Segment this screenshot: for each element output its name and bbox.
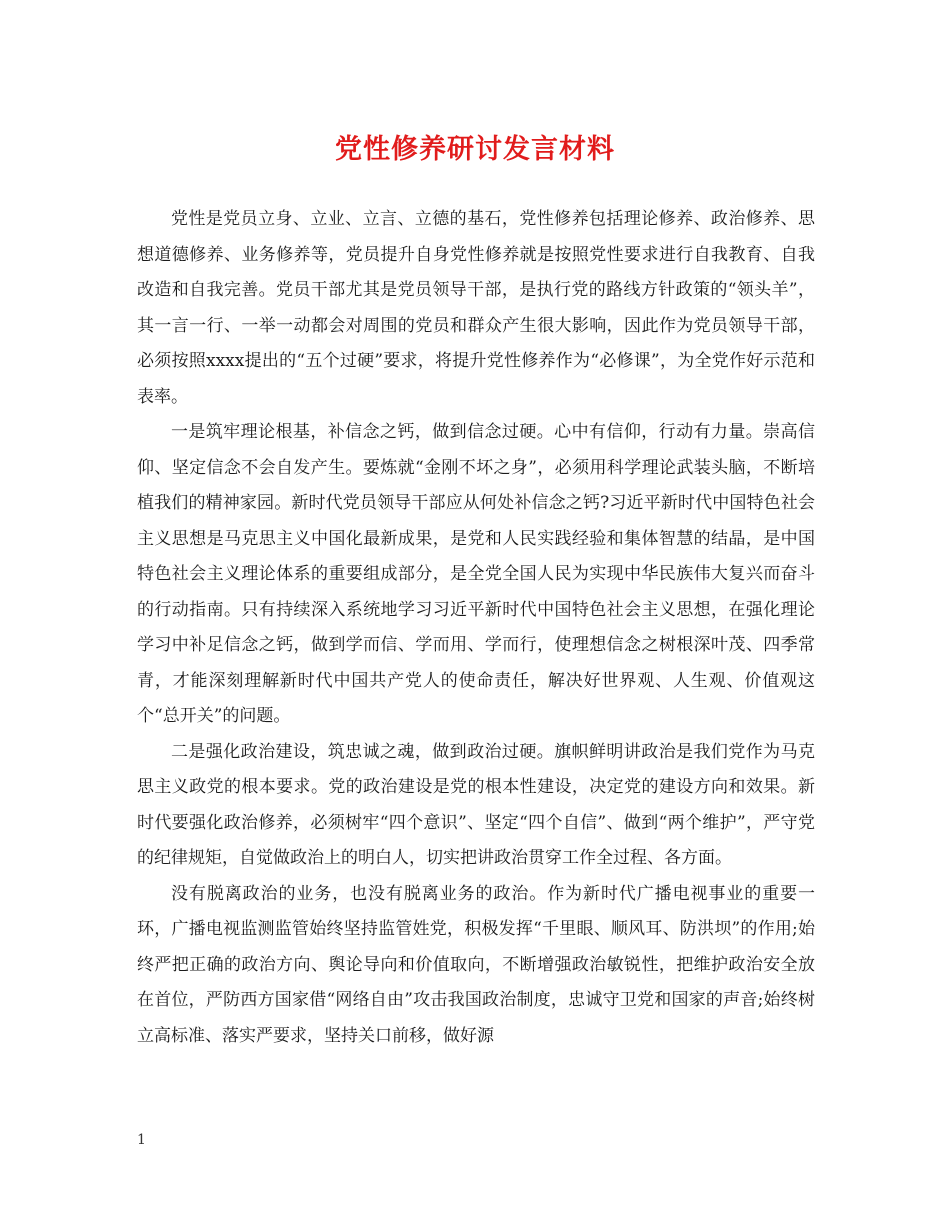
page-number: 1 — [137, 1132, 146, 1148]
paragraph-point-one: 一是筑牢理论根基，补信念之钙，做到信念过硬。心中有信仰，行动有力量。崇高信仰、坚定信念不会自发产生。要炼就“金刚不坏之身”，必须用科学理论武装头脑，不断培植我们的精神家园。新时代党员领导干部应从何处补信念之钙?习近平新时代中国特色社会主义思想是马克思主义中国化最新成果，是党和人民实践经验和集体智慧的结晶，是中国特色社会主义理论体系的重要组成部分，是全党全国人民为实现中华民族伟大复兴而奋斗的行动指南。只有持续深入系统地学习习近平新时代中国特色社会主义思想，在强化理论学习中补足信念之钙，做到学而信、学而用、学而行，使理想信念之树根深叶茂、四季常青，才能深刻理解新时代中国共产党人的使命责任，解决好世界观、人生观、价值观这个“总开关”的问题。 — [137, 422, 815, 726]
paragraph-point-two: 二是强化政治建设，筑忠诚之魂，做到政治过硬。旗帜鲜明讲政治是我们党作为马克思主义政党的根本要求。党的政治建设是党的根本性建设，决定党的建设方向和效果。新时代要强化政治修养，必须树牢“四个意识”、坚定“四个自信”、做到“两个维护”，严守党的纪律规矩，自觉做政治上的明白人，切实把讲政治贯穿工作全过程、各方面。 — [137, 741, 815, 868]
document-title: 党性修养研讨发言材料 — [335, 134, 615, 165]
document-body — [137, 202, 815, 1054]
paragraph-business-politics: 没有脱离政治的业务，也没有脱离业务的政治。作为新时代广播电视事业的重要一环，广播电视监测监管始终坚持监管姓党，积极发挥“千里眼、顺风耳、防洪坝”的作用;始终严把正确的政治方向、舆论导向和价值取向，不断增强政治敏锐性，把维护政治安全放在首位，严防西方国家借“网络自由”攻击我国政治制度，忠诚守卫党和国家的声音;始终树立高标准、落实严要求，坚持关口前移，做好源 — [137, 883, 815, 1046]
paragraph-intro: 党性是党员立身、立业、立言、立德的基石，党性修养包括理论修养、政治修养、思想道德修养、业务修养等，党员提升自身党性修养就是按照党性要求进行自我教育、自我改造和自我完善。党员干部尤其是党员领导干部，是执行党的路线方针政策的“领头羊”，其一言一行、一举一动都会对周围的党员和群众产生很大影响，因此作为党员领导干部，必须按照xxxx提出的“五个过硬”要求，将提升党性修养作为“必修课”，为全党作好示范和表率。 — [137, 209, 815, 407]
